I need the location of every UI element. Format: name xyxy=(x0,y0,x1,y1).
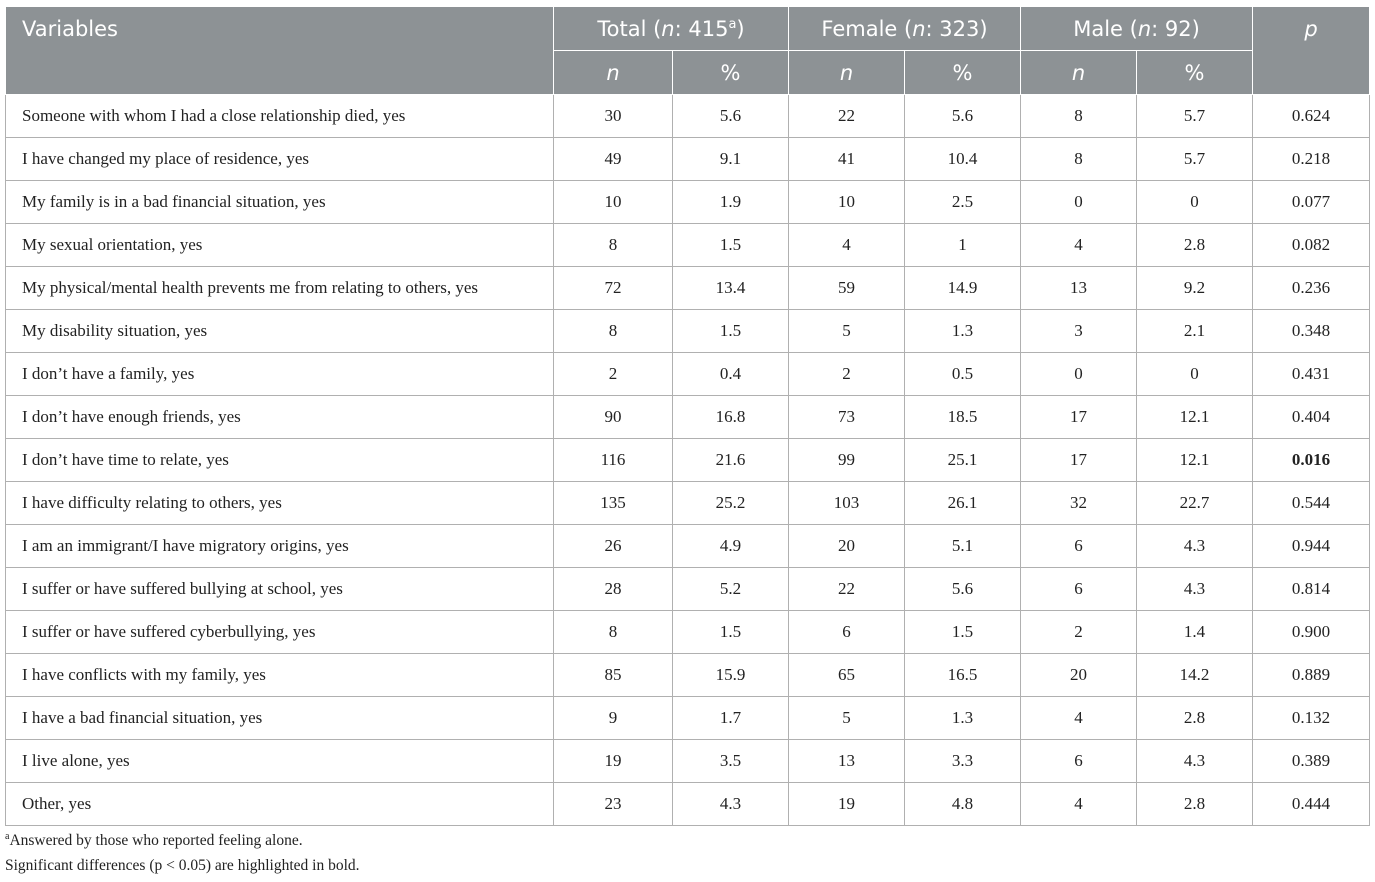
header-p-label: p xyxy=(1304,17,1318,41)
cell-total-pct: 13.4 xyxy=(673,267,789,310)
cell-p: 0.404 xyxy=(1253,396,1370,439)
table-row xyxy=(6,396,1370,439)
cell-p: 0.624 xyxy=(1253,95,1370,138)
cell-male-pct: 12.1 xyxy=(1137,439,1253,482)
cell-male-pct: 0 xyxy=(1137,353,1253,396)
cell-total-pct: 15.9 xyxy=(673,654,789,697)
subheader-n-label: n xyxy=(839,60,854,85)
cell-female-n: 5 xyxy=(789,697,905,740)
header-male-label: Male ( xyxy=(1073,16,1138,41)
cell-female-pct: 2.5 xyxy=(905,181,1021,224)
row-label: I don’t have time to relate, yes xyxy=(6,439,554,482)
row-label: My disability situation, yes xyxy=(6,310,554,353)
cell-male-n: 6 xyxy=(1021,525,1137,568)
cell-total-n: 2 xyxy=(554,353,673,396)
cell-male-n: 6 xyxy=(1021,568,1137,611)
cell-total-pct: 1.5 xyxy=(673,611,789,654)
row-label: I suffer or have suffered bullying at school, yes xyxy=(6,568,554,611)
cell-p: 0.900 xyxy=(1253,611,1370,654)
cell-total-n: 26 xyxy=(554,525,673,568)
cell-male-n: 17 xyxy=(1021,396,1137,439)
table-row xyxy=(6,267,1370,310)
cell-male-n: 2 xyxy=(1021,611,1137,654)
cell-male-pct: 2.1 xyxy=(1137,310,1253,353)
cell-total-n: 135 xyxy=(554,482,673,525)
cell-male-pct: 22.7 xyxy=(1137,482,1253,525)
table-row xyxy=(6,181,1370,224)
cell-total-n: 23 xyxy=(554,783,673,826)
cell-p: 0.544 xyxy=(1253,482,1370,525)
cell-total-n: 8 xyxy=(554,611,673,654)
cell-total-n: 8 xyxy=(554,310,673,353)
subheader-female-n xyxy=(789,51,905,95)
cell-total-pct: 21.6 xyxy=(673,439,789,482)
cell-total-n: 8 xyxy=(554,224,673,267)
cell-female-pct: 3.3 xyxy=(905,740,1021,783)
subheader-n-label: n xyxy=(606,60,620,85)
cell-female-n: 13 xyxy=(789,740,905,783)
row-label: I don’t have enough friends, yes xyxy=(6,396,554,439)
cell-female-pct: 1 xyxy=(905,224,1021,267)
row-label: I suffer or have suffered cyberbullying, yes xyxy=(6,611,554,654)
cell-female-pct: 5.1 xyxy=(905,525,1021,568)
table-row xyxy=(6,525,1370,568)
cell-total-pct: 1.5 xyxy=(673,224,789,267)
header-total-n: n xyxy=(661,16,675,41)
footnote-significance: Significant differences (p < 0.05) are highlighted in bold. xyxy=(5,857,360,874)
header-total xyxy=(554,7,789,51)
cell-total-pct: 3.5 xyxy=(673,740,789,783)
row-label: I have difficulty relating to others, yes xyxy=(6,482,554,525)
header-female-count: : 323) xyxy=(925,16,988,41)
table-row xyxy=(6,654,1370,697)
cell-total-pct: 1.9 xyxy=(673,181,789,224)
cell-total-n: 10 xyxy=(554,181,673,224)
cell-p: 0.889 xyxy=(1253,654,1370,697)
cell-total-n: 19 xyxy=(554,740,673,783)
header-male xyxy=(1021,7,1253,51)
cell-female-n: 19 xyxy=(789,783,905,826)
cell-female-pct: 5.6 xyxy=(905,95,1021,138)
header-total-close: ) xyxy=(736,16,745,41)
cell-male-n: 0 xyxy=(1021,181,1137,224)
cell-total-n: 72 xyxy=(554,267,673,310)
cell-total-pct: 9.1 xyxy=(673,138,789,181)
table-row xyxy=(6,353,1370,396)
table-row xyxy=(6,568,1370,611)
subheader-female-pct: % xyxy=(905,51,1021,95)
cell-p: 0.944 xyxy=(1253,525,1370,568)
cell-p: 0.016 xyxy=(1253,439,1370,482)
cell-female-n: 6 xyxy=(789,611,905,654)
cell-p: 0.389 xyxy=(1253,740,1370,783)
table-row xyxy=(6,439,1370,482)
cell-male-pct: 9.2 xyxy=(1137,267,1253,310)
cell-p: 0.444 xyxy=(1253,783,1370,826)
row-label: Someone with whom I had a close relationship died, yes xyxy=(6,95,554,138)
cell-male-n: 8 xyxy=(1021,138,1137,181)
row-label: I live alone, yes xyxy=(6,740,554,783)
cell-male-pct: 4.3 xyxy=(1137,525,1253,568)
cell-total-pct: 0.4 xyxy=(673,353,789,396)
cell-female-n: 2 xyxy=(789,353,905,396)
cell-female-pct: 1.3 xyxy=(905,697,1021,740)
cell-p: 0.077 xyxy=(1253,181,1370,224)
table-header xyxy=(6,7,1370,95)
header-male-n: n xyxy=(1137,16,1152,41)
cell-total-pct: 1.5 xyxy=(673,310,789,353)
cell-p: 0.218 xyxy=(1253,138,1370,181)
cell-male-n: 4 xyxy=(1021,697,1137,740)
cell-female-n: 103 xyxy=(789,482,905,525)
cell-p: 0.431 xyxy=(1253,353,1370,396)
cell-total-n: 28 xyxy=(554,568,673,611)
header-total-count: : 415 xyxy=(674,16,729,41)
cell-female-pct: 5.6 xyxy=(905,568,1021,611)
table-row xyxy=(6,138,1370,181)
cell-female-pct: 0.5 xyxy=(905,353,1021,396)
cell-male-pct: 5.7 xyxy=(1137,138,1253,181)
table-row xyxy=(6,611,1370,654)
cell-male-pct: 12.1 xyxy=(1137,396,1253,439)
header-total-label: Total ( xyxy=(597,16,662,41)
header-female-n: n xyxy=(912,16,926,41)
header-male-count: : 92) xyxy=(1151,16,1200,41)
cell-total-n: 85 xyxy=(554,654,673,697)
cell-total-n: 30 xyxy=(554,95,673,138)
cell-male-n: 6 xyxy=(1021,740,1137,783)
cell-female-n: 4 xyxy=(789,224,905,267)
cell-male-n: 0 xyxy=(1021,353,1137,396)
cell-male-n: 17 xyxy=(1021,439,1137,482)
cell-male-n: 3 xyxy=(1021,310,1137,353)
table-row xyxy=(6,482,1370,525)
cell-p: 0.082 xyxy=(1253,224,1370,267)
cell-female-n: 65 xyxy=(789,654,905,697)
cell-female-n: 22 xyxy=(789,568,905,611)
cell-male-pct: 4.3 xyxy=(1137,740,1253,783)
row-label: I don’t have a family, yes xyxy=(6,353,554,396)
cell-male-n: 4 xyxy=(1021,783,1137,826)
cell-total-pct: 25.2 xyxy=(673,482,789,525)
cell-total-pct: 1.7 xyxy=(673,697,789,740)
cell-male-pct: 1.4 xyxy=(1137,611,1253,654)
cell-female-pct: 4.8 xyxy=(905,783,1021,826)
table-body xyxy=(6,95,1370,826)
cell-female-pct: 18.5 xyxy=(905,396,1021,439)
cell-total-pct: 5.2 xyxy=(673,568,789,611)
cell-male-pct: 2.8 xyxy=(1137,224,1253,267)
cell-female-n: 59 xyxy=(789,267,905,310)
row-label: I have changed my place of residence, yes xyxy=(6,138,554,181)
header-p xyxy=(1253,7,1370,95)
table-row xyxy=(6,697,1370,740)
header-variables: Variables xyxy=(6,7,554,95)
header-female-label: Female ( xyxy=(821,16,913,41)
footnote-a-text: Answered by those who reported feeling alone. xyxy=(9,832,303,849)
cell-male-pct: 0 xyxy=(1137,181,1253,224)
cell-female-pct: 10.4 xyxy=(905,138,1021,181)
cell-male-pct: 5.7 xyxy=(1137,95,1253,138)
table-row xyxy=(6,310,1370,353)
row-label: I have conflicts with my family, yes xyxy=(6,654,554,697)
row-label: Other, yes xyxy=(6,783,554,826)
cell-female-n: 41 xyxy=(789,138,905,181)
cell-p: 0.814 xyxy=(1253,568,1370,611)
cell-total-n: 90 xyxy=(554,396,673,439)
cell-male-pct: 2.8 xyxy=(1137,783,1253,826)
row-label: I am an immigrant/I have migratory origins, yes xyxy=(6,525,554,568)
subheader-total-n xyxy=(554,51,673,95)
cell-female-pct: 1.3 xyxy=(905,310,1021,353)
cell-female-pct: 1.5 xyxy=(905,611,1021,654)
subheader-n-label: n xyxy=(1071,60,1086,85)
cell-male-n: 20 xyxy=(1021,654,1137,697)
cell-p: 0.236 xyxy=(1253,267,1370,310)
cell-total-n: 9 xyxy=(554,697,673,740)
subheader-male-pct: % xyxy=(1137,51,1253,95)
cell-female-pct: 26.1 xyxy=(905,482,1021,525)
cell-female-n: 5 xyxy=(789,310,905,353)
footnote-a xyxy=(5,832,1365,850)
subheader-total-pct: % xyxy=(673,51,789,95)
subheader-male-n xyxy=(1021,51,1137,95)
header-total-footnote-marker: a xyxy=(728,16,737,32)
footnote-a-marker: a xyxy=(5,830,10,842)
cell-female-n: 99 xyxy=(789,439,905,482)
row-label: My family is in a bad financial situation, yes xyxy=(6,181,554,224)
header-female xyxy=(789,7,1021,51)
cell-male-n: 4 xyxy=(1021,224,1137,267)
cell-total-n: 116 xyxy=(554,439,673,482)
cell-female-pct: 14.9 xyxy=(905,267,1021,310)
cell-female-n: 10 xyxy=(789,181,905,224)
cell-male-pct: 14.2 xyxy=(1137,654,1253,697)
cell-total-pct: 5.6 xyxy=(673,95,789,138)
cell-male-pct: 2.8 xyxy=(1137,697,1253,740)
cell-female-n: 20 xyxy=(789,525,905,568)
cell-p: 0.348 xyxy=(1253,310,1370,353)
cell-total-n: 49 xyxy=(554,138,673,181)
cell-p: 0.132 xyxy=(1253,697,1370,740)
table-row xyxy=(6,95,1370,138)
cell-male-n: 13 xyxy=(1021,267,1137,310)
row-label: My sexual orientation, yes xyxy=(6,224,554,267)
cell-female-n: 22 xyxy=(789,95,905,138)
cell-female-pct: 16.5 xyxy=(905,654,1021,697)
table-row xyxy=(6,783,1370,826)
table-row xyxy=(6,224,1370,267)
cell-female-pct: 25.1 xyxy=(905,439,1021,482)
cell-male-pct: 4.3 xyxy=(1137,568,1253,611)
data-table xyxy=(5,6,1370,826)
cell-total-pct: 16.8 xyxy=(673,396,789,439)
row-label: My physical/mental health prevents me from relating to others, yes xyxy=(6,267,554,310)
cell-female-n: 73 xyxy=(789,396,905,439)
table-container xyxy=(5,6,1369,826)
row-label: I have a bad financial situation, yes xyxy=(6,697,554,740)
cell-male-n: 8 xyxy=(1021,95,1137,138)
cell-total-pct: 4.9 xyxy=(673,525,789,568)
table-row xyxy=(6,740,1370,783)
cell-total-pct: 4.3 xyxy=(673,783,789,826)
cell-male-n: 32 xyxy=(1021,482,1137,525)
